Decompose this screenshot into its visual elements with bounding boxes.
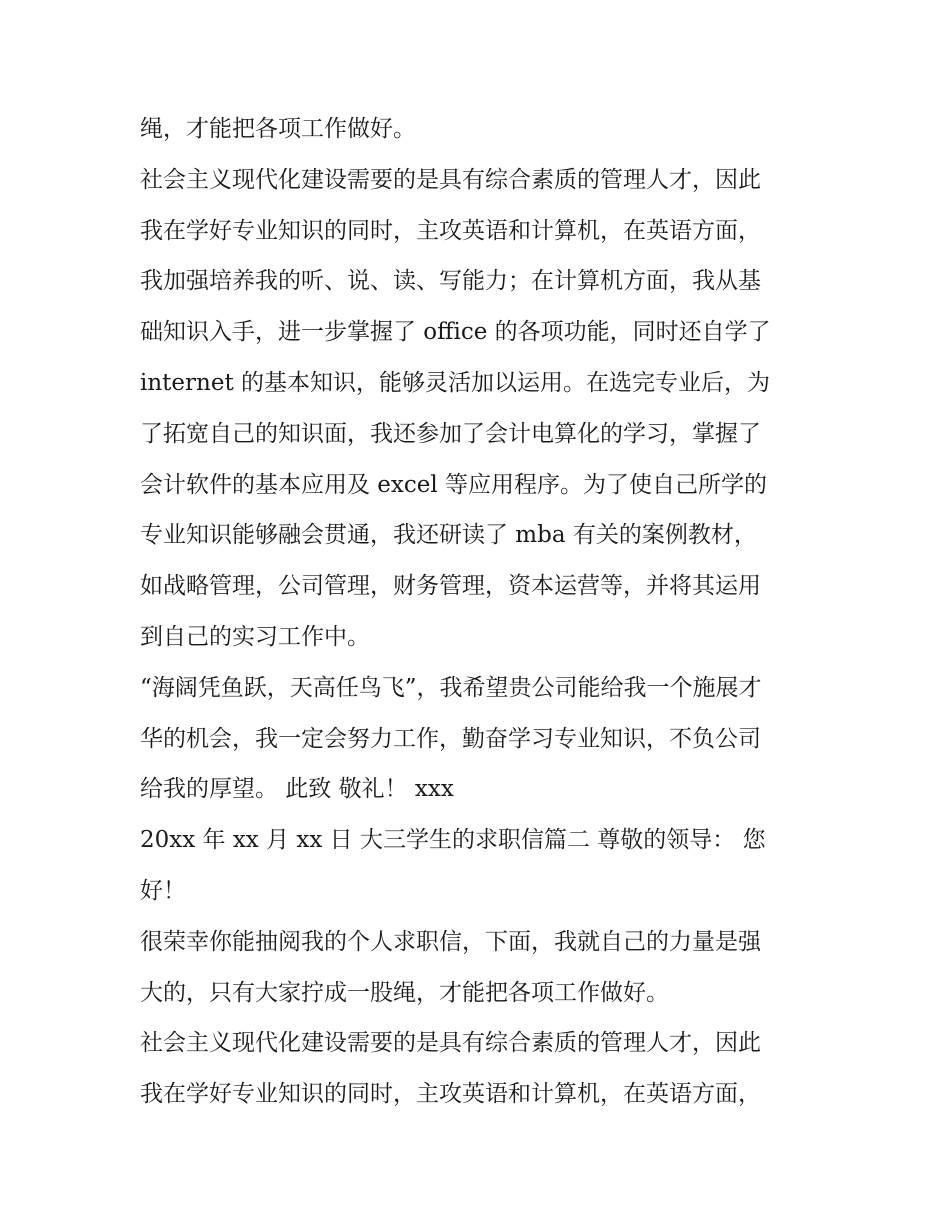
text-line: 我在学好专业知识的同时，主攻英语和计算机，在英语方面， <box>140 217 761 244</box>
text-line: “海阔凭鱼跃，天高任鸟飞”，我希望贵公司能给我一个施展才 <box>140 674 762 701</box>
text-line: internet 的基本知识，能够灵活加以运用。在选完专业后，为 <box>140 369 770 396</box>
text-line: 华的机会，我一定会努力工作，勤奋学习专业知识，不负公司 <box>140 725 761 752</box>
text-line: 绳，才能把各项工作做好。 <box>140 116 416 142</box>
text-line: 20xx 年 xx 月 xx 日 大三学生的求职信篇二 尊敬的领导： 您 <box>140 827 766 854</box>
text-line: 很荣幸你能抽阅我的个人求职信，下面，我就自己的力量是强 <box>140 928 761 955</box>
text-line: 如战略管理，公司管理，财务管理，资本运营等，并将其运用 <box>140 573 761 600</box>
text-line: 专业知识能够融会贯通，我还研读了 mba 有关的案例教材， <box>140 522 757 549</box>
text-line: 我在学好专业知识的同时，主攻英语和计算机，在英语方面， <box>140 1081 761 1108</box>
text-line: 础知识入手，进一步掌握了 office 的各项功能，同时还自学了 <box>140 319 771 346</box>
text-line: 到自己的实习工作中。 <box>140 623 370 650</box>
text-line: 会计软件的基本应用及 excel 等应用程序。为了使自己所学的 <box>140 471 768 498</box>
text-line: 大的，只有大家拧成一股绳，才能把各项工作做好。 <box>140 979 669 1006</box>
text-line: 给我的厚望。 此致 敬礼！ xxx <box>140 776 454 803</box>
text-line: 社会主义现代化建设需要的是具有综合素质的管理人才，因此 <box>140 1030 761 1057</box>
document-body <box>140 104 830 1120</box>
text-line: 社会主义现代化建设需要的是具有综合素质的管理人才，因此 <box>140 166 761 193</box>
text-line: 我加强培养我的听、说、读、写能力；在计算机方面，我从基 <box>140 268 761 295</box>
text-line: 了拓宽自己的知识面，我还参加了会计电算化的学习，掌握了 <box>140 420 761 447</box>
text-line: 好！ <box>140 877 186 904</box>
